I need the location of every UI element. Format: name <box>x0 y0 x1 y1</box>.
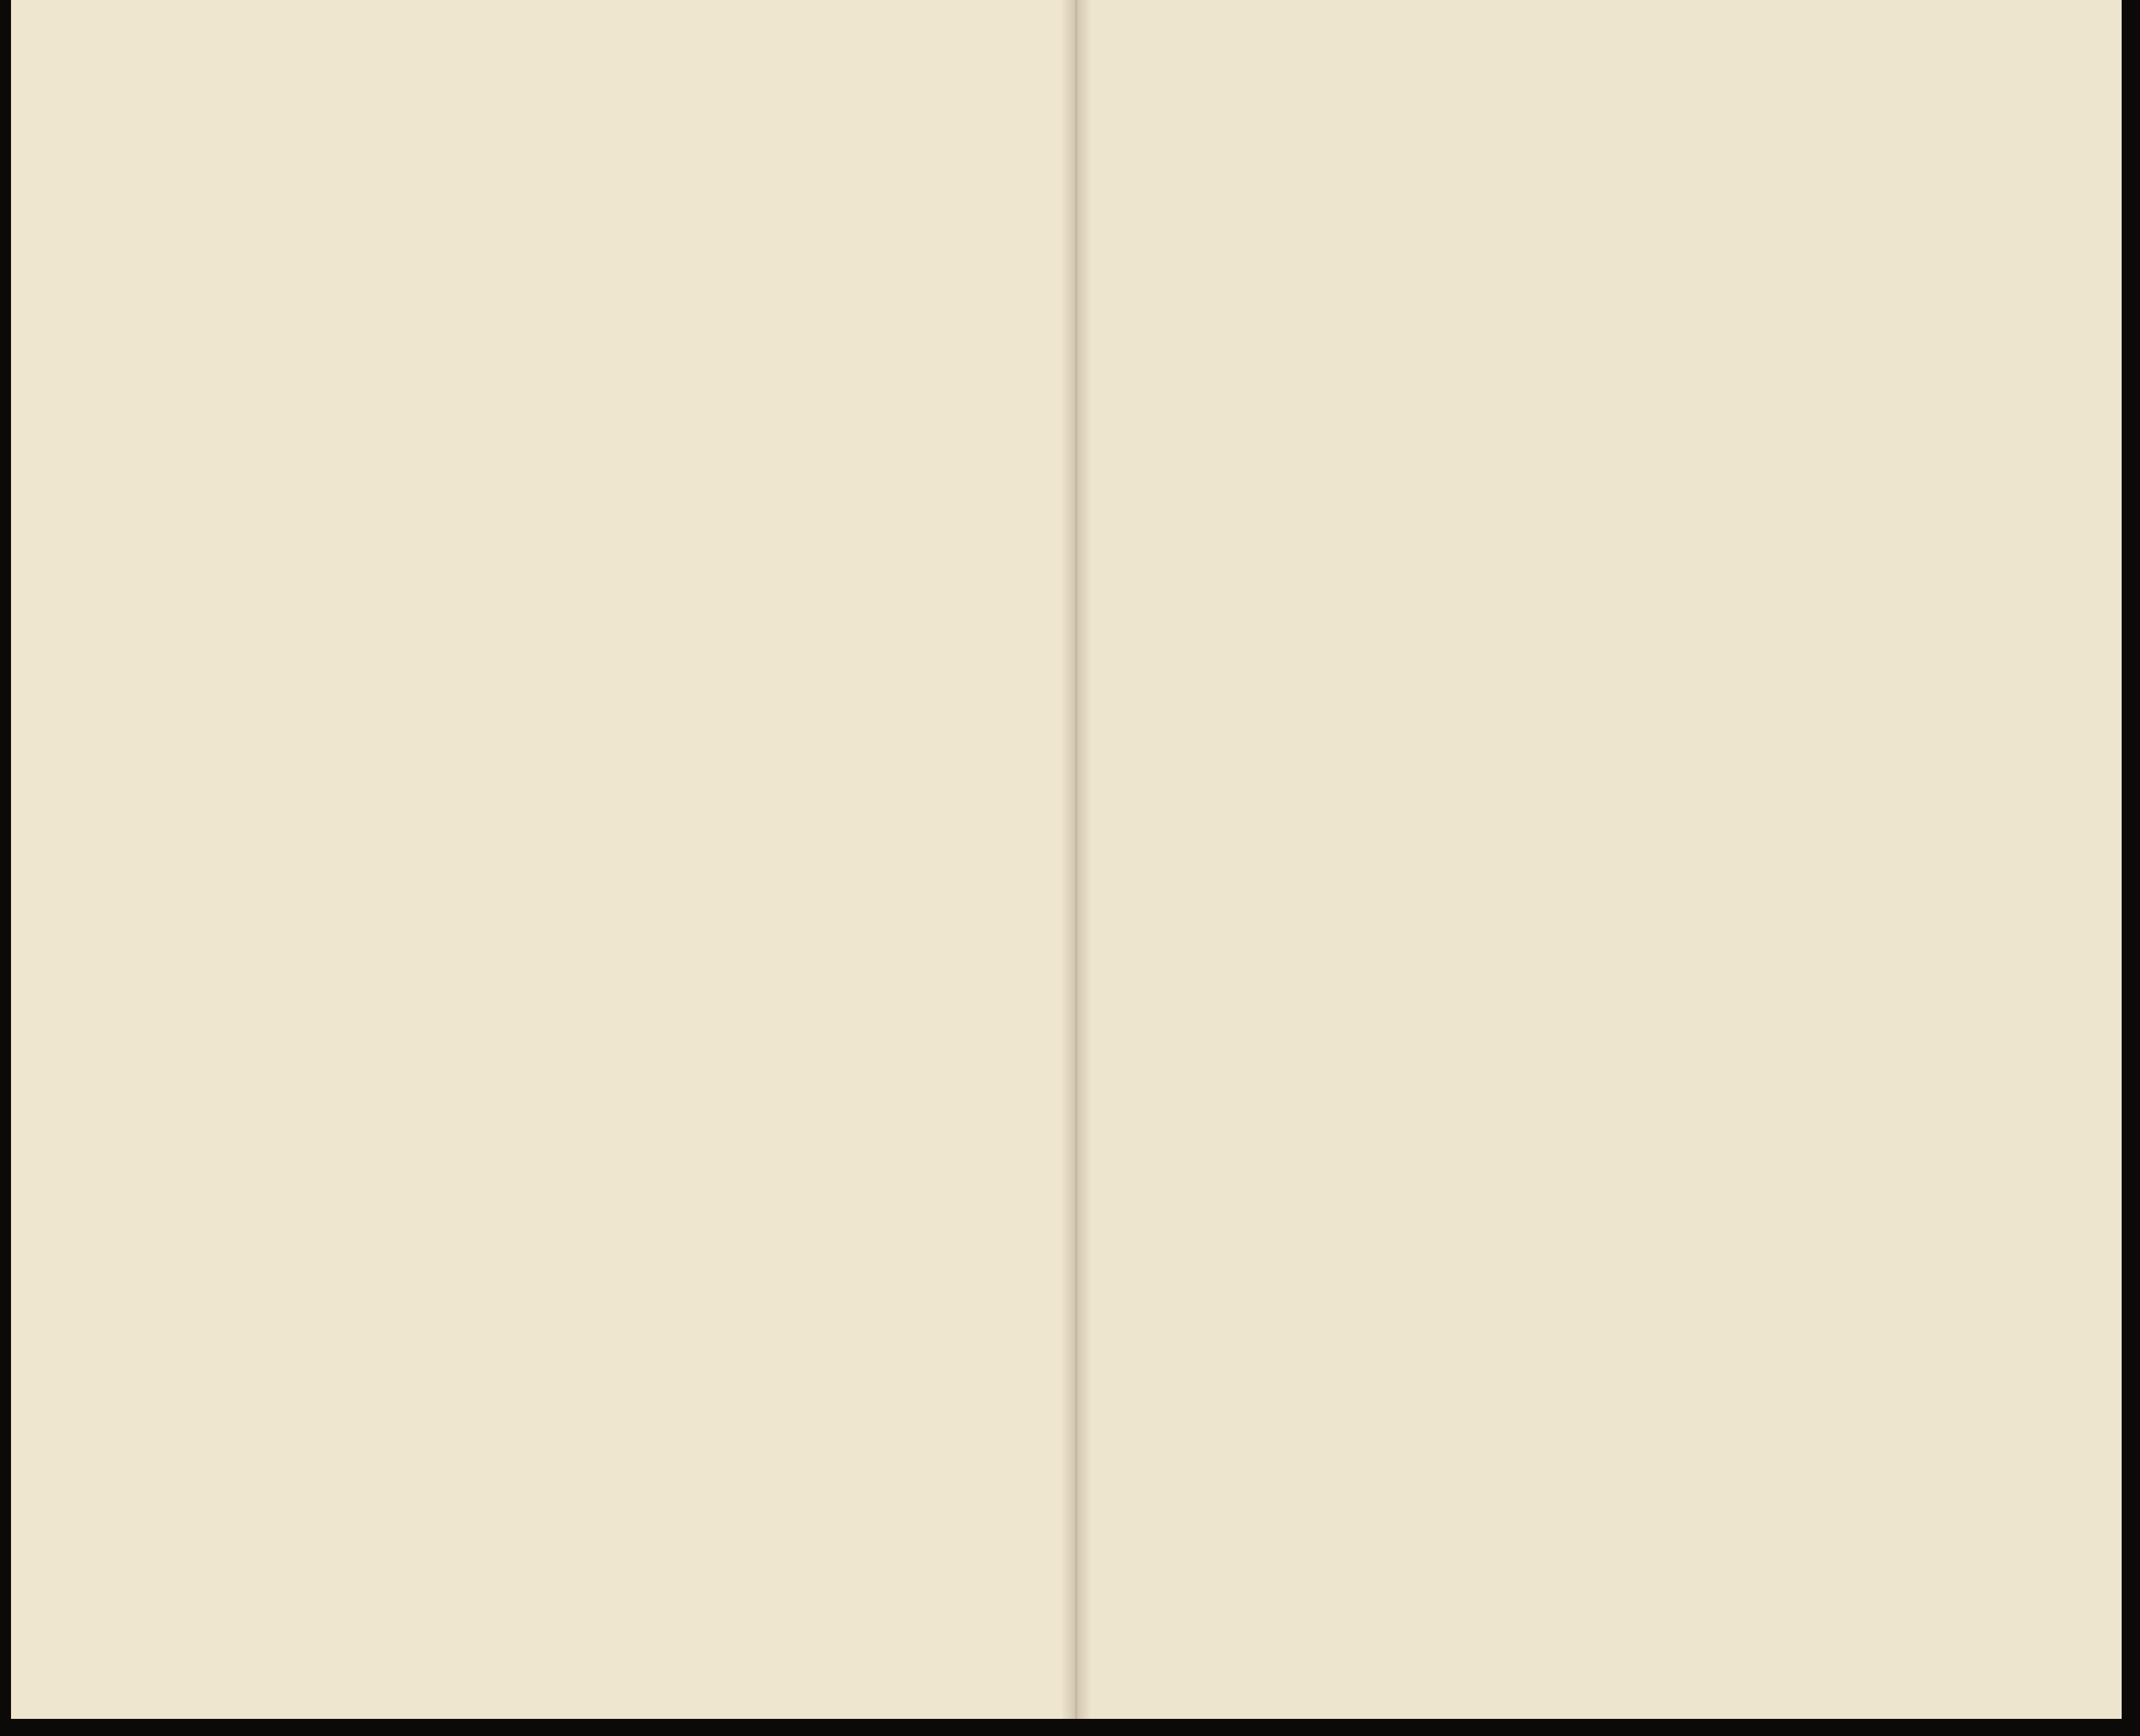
header-place <box>566 208 697 220</box>
scan-edge-left <box>0 0 11 1736</box>
scan-edge-bottom <box>0 1719 2140 1736</box>
scan-edge-right <box>2122 0 2140 1736</box>
right-page <box>1076 0 2140 1736</box>
book-gutter <box>1061 0 1091 1736</box>
